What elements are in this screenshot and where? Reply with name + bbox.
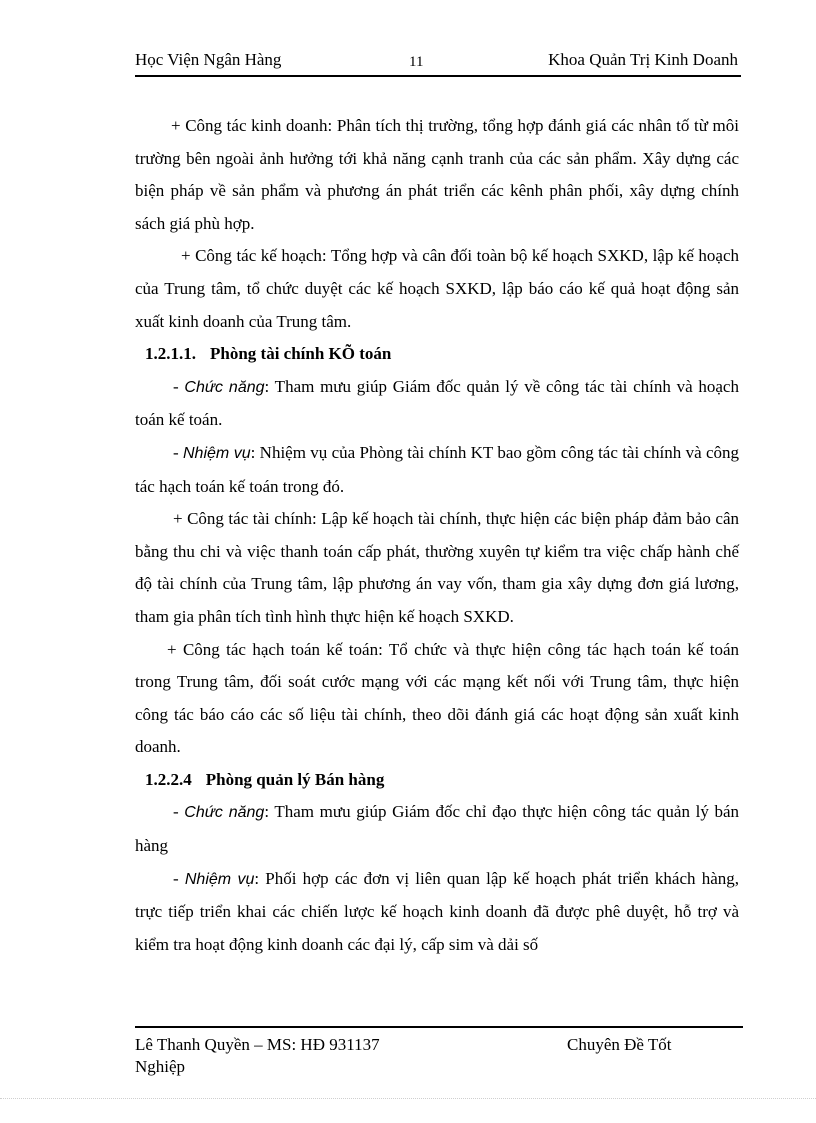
page-edge-divider [0,1098,816,1099]
section-title: Phòng quản lý Bán hàng [205,769,385,789]
header-rule [135,75,741,77]
duty-text: : Phối hợp các đơn vị liên quan lập kế hoạch phát triển khách hàng, trực tiếp triển khai các chiến lược kế hoạch kinh doanh đã được phê duyệt, hỗ trợ và kiểm tra hoạt động kinh doanh các đại lý, cấp sim và dải số [135,868,739,954]
function-label: Chức năng [184,378,265,396]
footer-thesis-title: Chuyên Đề Tốt [567,1035,672,1054]
section-number: 1.2.2.4 [145,769,192,789]
footer-rule [135,1026,743,1028]
duty-label: Nhiệm vụ [184,870,255,888]
document-body [135,110,739,961]
section-title: Phòng tài chính KÕ toán [210,344,392,364]
function-text: : Tham mưu giúp Giám đốc chỉ đạo thực hiện công tác quản lý bán hàng [135,802,739,856]
footer-thesis-title-wrap: Nghiệp [135,1057,186,1076]
header-faculty: Khoa Quản Trị Kinh Doanh [548,50,738,69]
duty-label: Nhiệm vụ [182,444,251,462]
paragraph-planning: + Công tác kế hoạch: Tổng hợp và cân đối toàn bộ kế hoạch SXKD, lập kế hoạch của Trung tâm, tổ chức duyệt các kế hoạch SXKD, lập báo cáo kế quả hoạt động sản xuất kinh doanh của Trung tâm. [135,246,739,331]
paragraph-function-sales: - Chức năng: Tham mưu giúp Giám đốc chỉ đạo thực hiện công tác quản lý bán hàng [135,802,739,856]
page-header [135,48,740,74]
paragraph-accounting-work: + Công tác hạch toán kế toán: Tổ chức và thực hiện công tác hạch toán kế toán trong Trung tâm, đối soát cước mạng với các mạng kết nối với Trung tâm, thực hiện công tác báo cáo các số liệu tài chính, theo dõi đánh giá các hoạt động sản xuất kinh doanh. [135,639,739,757]
page-number: 11 [409,54,424,70]
duty-text: : Nhiệm vụ của Phòng tài chính KT bao gồm công tác tài chính và công tác hạch toán kế toán trong đó. [135,442,739,496]
paragraph-function-finance: - Chức năng: Tham mưu giúp Giám đốc quản lý về công tác tài chính và hoạch toán kế toán. [135,376,739,430]
section-number: 1.2.1.1. [145,344,196,364]
footer-author: Lê Thanh Quyền – MS: HĐ 931137 [135,1035,380,1054]
header-institution: Học Viện Ngân Hàng [135,50,282,69]
section-heading-finance [135,338,739,371]
paragraph-duty-finance: - Nhiệm vụ: Nhiệm vụ của Phòng tài chính KT bao gồm công tác tài chính và công tác hạch toán kế toán trong đó. [135,442,739,496]
function-label: Chức năng [184,804,265,822]
section-heading-sales [135,764,739,797]
function-text: : Tham mưu giúp Giám đốc quản lý về công tác tài chính và hoạch toán kế toán. [135,376,739,430]
paragraph-finance-work: + Công tác tài chính: Lập kế hoạch tài chính, thực hiện các biện pháp đảm bảo cân bằng thu chi và việc thanh toán cấp phát, thường xuyên tự kiểm tra việc chấp hành chế độ tài chính của Trung tâm, lập phương án vay vốn, tham gia xây dựng đơn giá lương, tham gia phân tích tình hình thực hiện kế hoạch SXKD. [135,509,739,626]
paragraph-business: + Công tác kinh doanh: Phân tích thị trường, tổng hợp đánh giá các nhân tố từ môi trường bên ngoài ảnh hưởng tới khả năng cạnh tranh của các sản phẩm. Xây dựng các biện pháp về sản phẩm và phương án phát triển các kênh phân phối, xây dựng chính sách giá phù hợp. [135,116,739,233]
paragraph-duty-sales: - Nhiệm vụ: Phối hợp các đơn vị liên quan lập kế hoạch phát triển khách hàng, trực tiếp triển khai các chiến lược kế hoạch kinh doanh đã được phê duyệt, hỗ trợ và kiểm tra hoạt động kinh doanh các đại lý, cấp sim và dải số [135,868,739,954]
